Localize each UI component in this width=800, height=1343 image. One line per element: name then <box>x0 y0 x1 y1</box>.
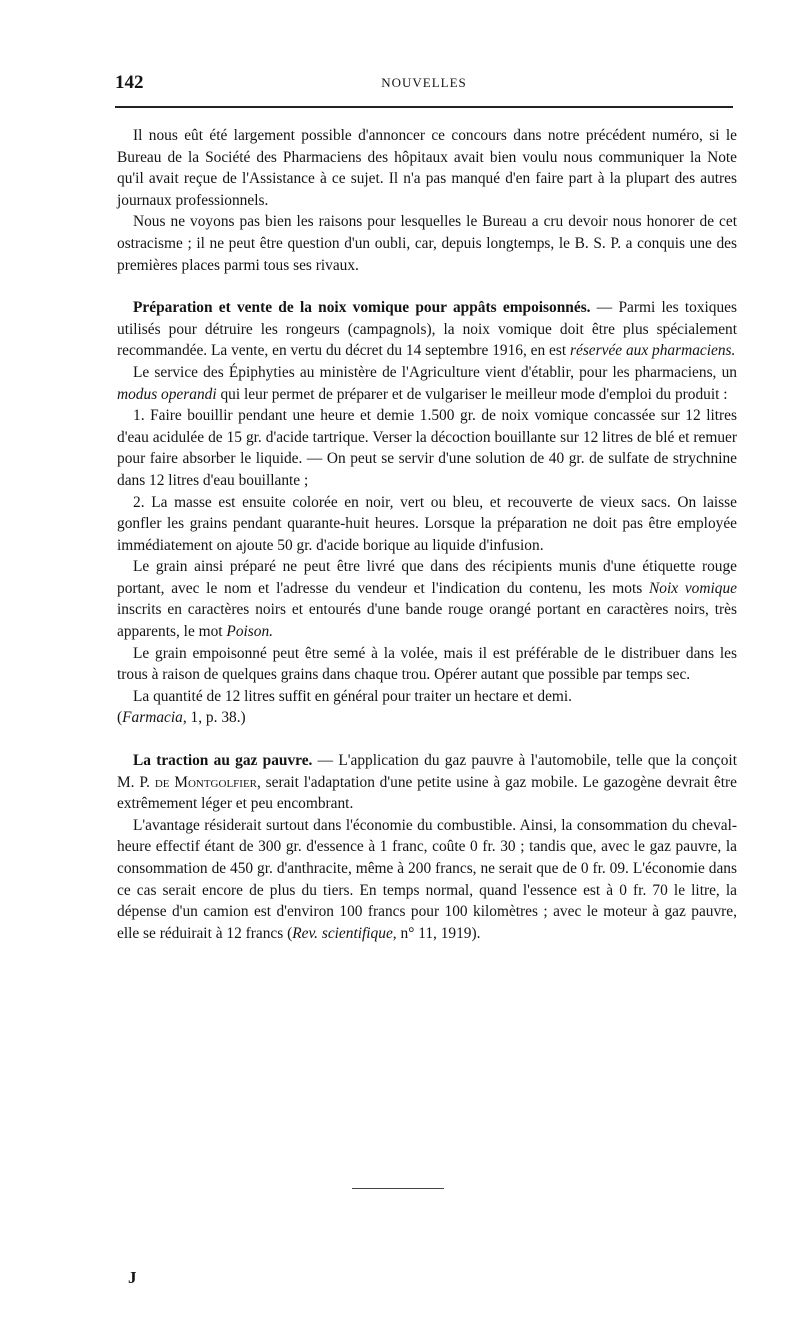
section-separator <box>352 1188 444 1189</box>
page-number: 142 <box>115 72 144 93</box>
noix-source: (Farmacia, 1, p. 38.) <box>117 709 246 727</box>
noix-item-1: 1. Faire bouillir pendant une heure et demie 1.500 gr. de noix vomique concassée sur 12 litres d'eau acidulée de 15 gr. d'acide tartrique. Verser la décoction bouillante sur 12 litres de blé et remuer pour faire absorber le liquide. — On peut se servir d'une solution de 40 gr. de sulfate de strychnine dans 12 litres d'eau bouillante ; <box>117 407 737 489</box>
article-body <box>117 125 737 944</box>
gaz-p2: L'avantage résiderait surtout dans l'économie du combustible. Ainsi, la consommation du cheval-heure effectif étant de 300 gr. d'essence à 1 franc, coûte 0 fr. 30 ; tandis que, avec le gaz pauvre, la consommation de 450 gr. d'anthracite, même à 200 francs, ne serait que de 0 fr. 09. L'économie dans ce cas serait encore de plus du tiers. En temps normal, quand l'essence est à 0 fr. 70 le litre, la dépense d'un camion est d'environ 100 francs pour 100 kilomètres ; avec le moteur à gaz pauvre, elle se réduirait à 12 francs <box>117 816 737 942</box>
gaz-p1-name: de Montgolfier <box>154 773 257 791</box>
page-header <box>115 72 733 108</box>
running-head: NOUVELLES <box>381 75 467 90</box>
noix-p2-b: qui leur permet de préparer et de vulgariser le meilleur mode d'emploi du produit : <box>216 385 728 403</box>
noix-p3-a: Le grain ainsi préparé ne peut être livré que dans des récipients munis d'une étiquette rouge portant, avec le nom et l'adresse du vendeur et l'indication du contenu, les mots <box>117 558 737 597</box>
noix-heading: Préparation et vente de la noix vomique pour appâts empoisonnés. <box>133 299 591 317</box>
noix-paragraph-5 <box>117 686 737 729</box>
gaz-source-rest: , n° 11, 1919). <box>392 924 481 942</box>
footer-mark: J <box>128 1268 137 1287</box>
noix-source-rest: , 1, p. 38.) <box>182 709 246 727</box>
noix-p3-b: inscrits en caractères noirs et entourés d'une bande rouge orangé portant en caractères noirs, très apparents, le mot <box>117 601 737 641</box>
noix-p3-italic: Noix vomique <box>649 579 737 597</box>
noix-p2-italic: modus operandi <box>117 385 217 403</box>
noix-paragraph-3 <box>117 556 737 642</box>
gaz-heading: La traction au gaz pauvre. <box>133 752 313 770</box>
gaz-source-italic: Rev. scientifique <box>292 924 393 942</box>
noix-paragraph-4: Le grain empoisonné peut être semé à la volée, mais il est préférable de le distribuer dans les trous à raison de quelques grains dans chaque trou. Opérer autant que possible par temps sec. <box>117 644 737 684</box>
noix-p1-italic: réservée aux pharmaciens. <box>570 342 736 360</box>
noix-item-2: 2. La masse est ensuite colorée en noir, vert ou bleu, et recouverte de vieux sacs. On laisse gonfler les grains pendant quarante-huit heures. Lorsque la préparation ne doit pas être employée immédiatement on ajoute 50 gr. d'acide borique au liquide d'infusion. <box>117 493 737 554</box>
noix-source-italic: Farmacia <box>122 709 183 727</box>
noix-p2-a: Le service des Épiphyties au ministère de l'Agriculture vient d'établir, pour les pharmaciens, un <box>133 363 737 381</box>
gaz-p1-a: — L'application du gaz pauvre à l'automobile, telle que la conçoit M. P. <box>117 752 737 791</box>
intro-paragraph-2: Nous ne voyons pas bien les raisons pour lesquelles le Bureau a cru devoir nous honorer de cet ostracisme ; il ne peut être question d'un oubli, car, depuis longtemps, le B. S. P. a conquis une des premières places parmi tous ses rivaux. <box>117 213 737 274</box>
noix-p1-text: — Parmi les toxiques utilisés pour détruire les rongeurs (campagnols), la noix vomique doit être plus spécialement recommandée. La vente, en vertu du décret du 14 septembre 1916, en est <box>117 299 738 360</box>
noix-p5: La quantité de 12 litres suffit en général pour traiter un hectare et demi. <box>133 687 573 705</box>
noix-paragraph-2 <box>117 362 737 405</box>
gaz-paragraph-1 <box>117 750 737 815</box>
noix-paragraph-1 <box>117 297 737 362</box>
gaz-paragraph-2: L'avantage résiderait surtout dans l'économie du combustible. Ainsi, la consommation du cheval-heure effectif étant de 300 gr. d'essence à 1 franc, coûte 0 fr. 30 ; tandis que, avec le gaz pauvre, la consommation de 450 gr. d'anthracite, même à 200 francs, ne serait que de 0 fr. 09. L'économie dans ce cas serait encore de plus du tiers. En temps normal, quand l'essence est à 0 fr. 70 le litre, la dépense d'un camion est d'environ 100 francs pour 100 kilomètres ; avec le moteur à gaz pauvre, elle se réduirait à 12 francs (Rev. scientifique, n° 11, 1919). <box>117 816 737 942</box>
intro-paragraph-1: Il nous eût été largement possible d'annoncer ce concours dans notre précédent numéro, si le Bureau de la Société des Pharmaciens des hôpitaux avait bien voulu nous communiquer la Note qu'il avait reçue de l'Assistance à ce sujet. Il n'a pas manqué d'en faire part à la plupart des autres journaux professionnels. <box>117 127 737 209</box>
gaz-p1-b: , serait l'adaptation d'une petite usine à gaz mobile. Le gazogène devrait être extrêmement léger et peu encombrant. <box>117 773 738 813</box>
noix-p3-italic2: Poison. <box>226 623 274 641</box>
